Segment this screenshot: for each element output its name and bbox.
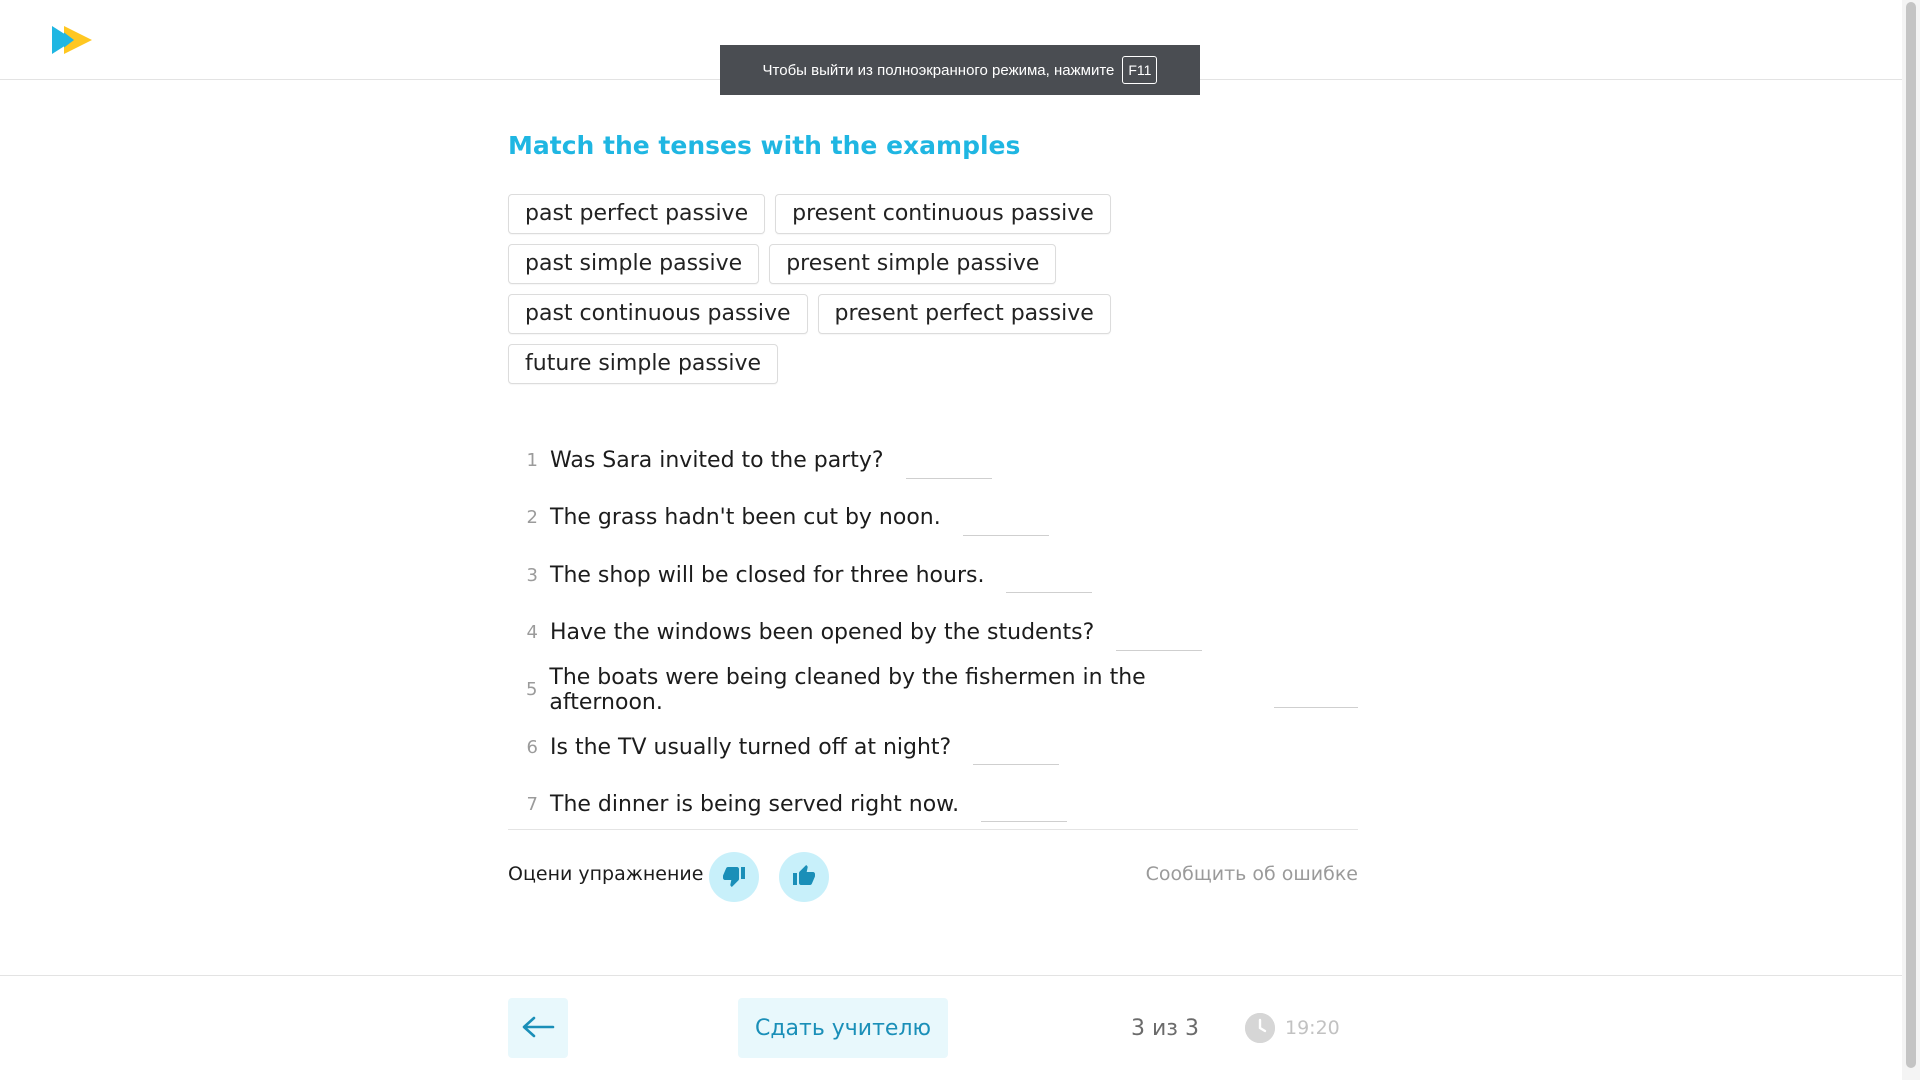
question-number: 6 [526, 736, 538, 758]
option-chip[interactable]: present perfect passive [818, 294, 1111, 334]
question-number: 1 [526, 450, 538, 472]
option-chip[interactable]: past simple passive [508, 244, 759, 284]
question-number: 2 [526, 507, 538, 529]
dislike-button[interactable] [709, 852, 759, 902]
question-number: 5 [525, 679, 538, 701]
question-number: 3 [526, 564, 538, 586]
question-text: The dinner is being served right now. [550, 791, 960, 817]
question-number: 4 [526, 622, 538, 644]
fullscreen-exit-notice [720, 45, 1200, 95]
bottom-bar [0, 975, 1902, 1080]
answer-drop-slot[interactable] [963, 512, 1049, 536]
play-arrow-logo-icon[interactable] [52, 24, 94, 56]
rate-exercise-label: Оцени упражнение [508, 863, 704, 885]
question-item [508, 776, 1358, 833]
question-text: The grass hadn't been cut by noon. [550, 505, 941, 531]
f11-key-badge: F11 [1122, 56, 1157, 84]
answer-drop-slot[interactable] [981, 798, 1067, 822]
back-button[interactable] [508, 998, 568, 1058]
arrow-left-icon [521, 1015, 555, 1042]
question-item [508, 547, 1358, 604]
rate-exercise-section [508, 829, 1358, 929]
clock-icon [1245, 1013, 1275, 1043]
question-item [508, 718, 1358, 775]
question-text: Was Sara invited to the party? [550, 448, 884, 474]
timer-value: 19:20 [1285, 1017, 1340, 1039]
thumbs-down-icon [722, 864, 746, 891]
answer-drop-slot[interactable] [1116, 627, 1202, 651]
question-text: Have the windows been opened by the students? [550, 620, 1095, 646]
option-chip[interactable]: past continuous passive [508, 294, 808, 334]
question-text: The shop will be closed for three hours. [550, 562, 985, 588]
question-text: Is the TV usually turned off at night? [550, 734, 952, 760]
scrollbar-thumb[interactable] [1906, 2, 1916, 1068]
answer-drop-slot[interactable] [1006, 569, 1092, 593]
thumbs-up-icon [792, 864, 816, 891]
question-item [508, 489, 1358, 546]
option-chip[interactable]: future simple passive [508, 344, 778, 384]
page-counter: 3 из 3 [1131, 1016, 1199, 1041]
fullscreen-notice-text: Чтобы выйти из полноэкранного режима, нажмите [762, 61, 1115, 79]
timer [1245, 1013, 1340, 1043]
question-list [508, 432, 1358, 833]
submit-to-teacher-button[interactable]: Сдать учителю [738, 998, 948, 1058]
question-item [508, 432, 1358, 489]
like-button[interactable] [779, 852, 829, 902]
exercise-title: Match the tenses with the examples [508, 131, 1021, 160]
report-error-link[interactable]: Сообщить об ошибке [1145, 863, 1358, 885]
answer-drop-slot[interactable] [906, 455, 992, 479]
option-chip[interactable]: present simple passive [769, 244, 1056, 284]
answer-drop-slot[interactable] [1274, 684, 1358, 708]
option-chip[interactable]: present continuous passive [775, 194, 1111, 234]
exercise [508, 128, 1358, 849]
answer-drop-slot[interactable] [973, 741, 1059, 765]
question-number: 7 [526, 793, 538, 815]
question-item [508, 604, 1358, 661]
vertical-scrollbar[interactable] [1902, 0, 1920, 1080]
answer-options [508, 194, 1358, 384]
question-item [508, 661, 1358, 718]
question-text: The boats were being cleaned by the fishermen in the afternoon. [549, 664, 1146, 715]
option-chip[interactable]: past perfect passive [508, 194, 765, 234]
